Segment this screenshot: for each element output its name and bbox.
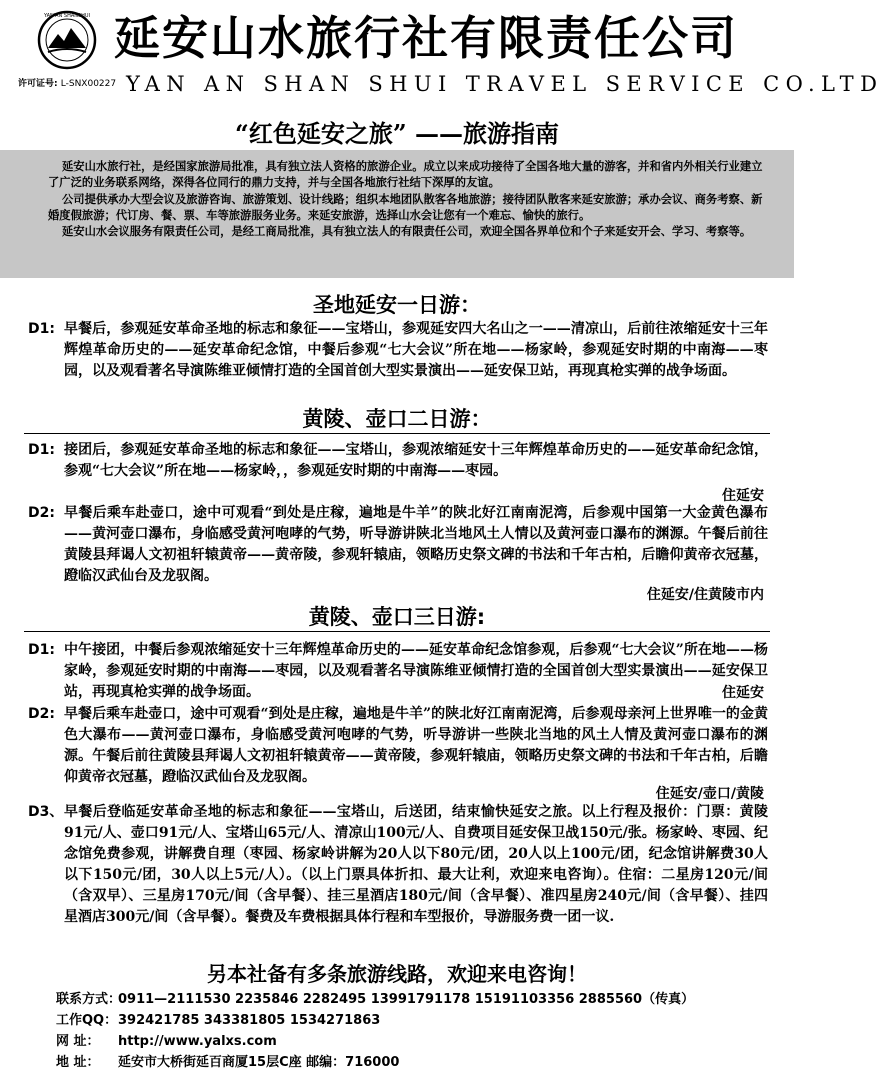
header: [0, 0, 883, 108]
day-text: 中午接团，中餐后参观浓缩延安十三年辉煌革命历史的——延安革命纪念馆参观，后参观“七大会议”所在地——杨家岭，参观延安时期的中南海——枣园，以及观看著名导演陈维亚倾情打造的全国首创大型实景演出——延安保卫站，再现真枪实弹的战争场面。: [64, 642, 768, 700]
website-link[interactable]: http://www.yalxs.com: [118, 1034, 277, 1049]
day-label: D1:: [28, 442, 55, 458]
contact-value: 延安市大桥街延百商厦15层C座 邮编：716000: [118, 1055, 400, 1070]
day-label: D1:: [28, 321, 55, 337]
accommodation-note: 住延安: [722, 685, 764, 701]
day-label: D1:: [28, 642, 55, 658]
contact-label: 联系方式：: [56, 992, 122, 1007]
contact-label: 地 址：: [56, 1055, 100, 1070]
company-name: 延安山水旅行社有限责任公司: [114, 11, 738, 65]
contact-address: [56, 1051, 399, 1070]
intro-paragraph: 公司提供承办大型会议及旅游咨询、旅游策划、设计线路；组织本地团队散客各地旅游；接待团队散客来延安旅游；承办会议、商务考察、新婚度假旅游；代订房、餐、票、车等旅游服务业务。来延安旅游，选择山水会让您有一个难忘、愉快的旅行。: [48, 191, 763, 222]
company-logo-icon: [24, 6, 110, 70]
divider: [24, 433, 770, 434]
contact-qq: [56, 1009, 380, 1028]
itinerary-day: [28, 440, 768, 482]
accommodation-note: 住延安/壶口/黄陵: [655, 786, 764, 802]
divider: [24, 631, 770, 632]
guide-title: “红色延安之旅” ——旅游指南: [235, 119, 559, 148]
intro-paragraph: 延安山水会议服务有限责任公司，是经工商局批准，具有独立法人的有限责任公司，欢迎全国各界单位和个子来延安开会、学习、考察等。: [62, 224, 752, 239]
company-name-en: YAN AN SHAN SHUI TRAVEL SERVICE CO.LTD: [126, 72, 883, 96]
slogan: 另本社备有多条旅游线路，欢迎来电咨询！: [207, 962, 587, 986]
accommodation-note: 住延安: [722, 488, 764, 504]
accommodation-note: 住延安/住黄陵市内: [646, 587, 764, 603]
day-label: D3、: [28, 804, 64, 820]
day-label: D2:: [28, 505, 55, 521]
itinerary-day: [28, 704, 768, 788]
day-text: 早餐后登临延安革命圣地的标志和象征——宝塔山，后送团，结束愉快延安之旅。以上行程及报价：门票：黄陵91元/人、壶口91元/人、宝塔山65元/人、清凉山100元/人、自费项目延安保卫战150元/张。杨家岭、枣园、纪念馆免费参观，讲解费自理（枣园、杨家岭讲解为20人以下80元/团，20人以上100元/团，纪念馆讲解费30人以下150元/团，30人以上5元/人）。（以上门票具体折扣、最大让利，欢迎来电咨询）。住宿：二星房120元/间（含双早）、三星房170元/间（含早餐）、挂三星酒店180元/间（含早餐）、准四星房240元/间（含早餐）、挂四星酒店300元/间（含早餐）。餐费及车费根据具体行程和车型报价，导游服务费一团一议.: [64, 804, 768, 925]
day-text: 早餐后，参观延安革命圣地的标志和象征——宝塔山，参观延安四大名山之一——清凉山，后前往浓缩延安十三年辉煌革命历史的——延安革命纪念馆，中餐后参观“七大会议”所在地——杨家岭，参观延安时期的中南海——枣园，以及观看著名导演陈维亚倾情打造的全国首创大型实景演出——延安保卫站，再现真枪实弹的战争场面。: [64, 321, 768, 379]
svg-text:YAN'AN SHANSHUI: YAN'AN SHANSHUI: [43, 13, 91, 19]
itinerary-day: [28, 503, 768, 587]
contact-value: 392421785 343381805 1534271863: [118, 1013, 381, 1028]
itinerary-day: [28, 640, 768, 703]
contact-label: 网 址：: [56, 1034, 100, 1049]
day-text: 早餐后乘车赴壶口，途中可观看“到处是庄稼，遍地是牛羊”的陕北好江南南泥湾，后参观中国第一大金黄色瀑布——黄河壶口瀑布，身临感受黄河咆哮的气势，听导游讲陕北当地风土人情以及黄河壶口瀑布的渊源。午餐后前往黄陵县拜谒人文初祖轩辕黄帝——黄帝陵，参观轩辕庙，领略历史祭文碑的书法和千年古柏，后瞻仰黄帝衣冠墓，蹬临汉武仙台及龙驭阁。: [64, 505, 768, 584]
intro-box: [0, 150, 794, 278]
contact-label: 工作QQ：: [56, 1013, 118, 1028]
contact-website: [56, 1030, 277, 1049]
itinerary-day: [28, 319, 768, 382]
tour-title: 圣地延安一日游：: [313, 293, 481, 317]
contact-phone: [56, 988, 694, 1007]
day-text: 接团后，参观延安革命圣地的标志和象征——宝塔山，参观浓缩延安十三年辉煌革命历史的——延安革命纪念馆，参观“七大会议”所在地——杨家岭，，参观延安时期的中南海——枣园。: [64, 442, 768, 479]
tour-title: 黄陵、壶口三日游:: [308, 605, 486, 629]
day-label: D2:: [28, 706, 55, 722]
day-text: 早餐后乘车赴壶口，途中可观看“到处是庄稼，遍地是牛羊”的陕北好江南南泥湾，后参观母亲河上世界唯一的金黄色大瀑布——黄河壶口瀑布，身临感受黄河咆哮的气势，听导游讲一些陕北当地的风土人情及黄河壶口瀑布的渊源。午餐后前往黄陵县拜谒人文初祖轩辕黄帝——黄帝陵，参观轩辕庙，领略历史祭文碑的书法和千年古柏，后瞻仰黄帝衣冠墓，蹬临汉武仙台及龙驭阁。: [64, 706, 768, 785]
license-number: 许可证号: L-SNX00227: [18, 79, 117, 89]
intro-paragraph: 延安山水旅行社，是经国家旅游局批准，具有独立法人资格的旅游企业。成立以来成功接待了全国各地大量的游客，并和省内外相关行业建立了广泛的业务联系网络，深得各位同行的鼎力支持，并与全国各地旅行社结下深厚的友谊。: [48, 159, 763, 190]
contact-value: 0911—2111530 2235846 2282495 13991791178 15191103356 2885560（传真）: [118, 992, 695, 1007]
tour-title: 黄陵、壶口二日游：: [302, 407, 492, 431]
itinerary-day: [28, 802, 768, 928]
